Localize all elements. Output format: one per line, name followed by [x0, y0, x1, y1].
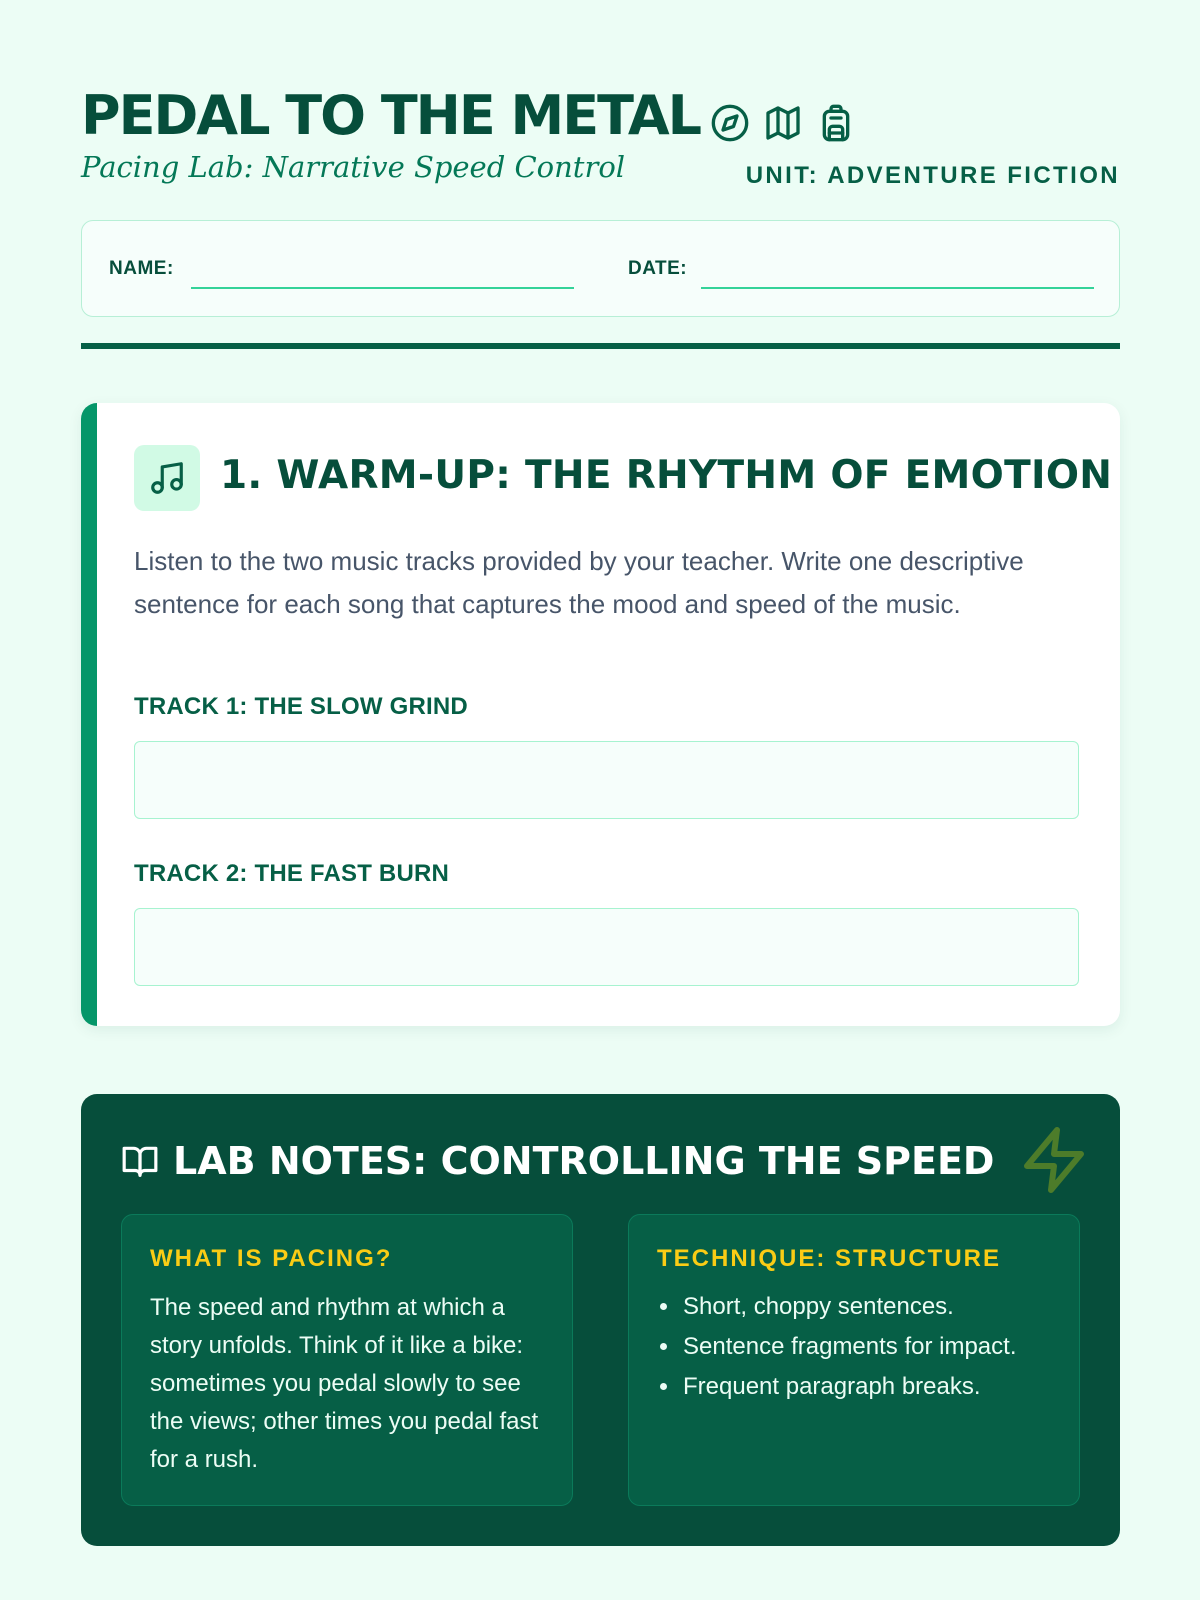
- date-label: DATE:: [628, 257, 688, 279]
- track1-label: TRACK 1: THE SLOW GRIND: [134, 693, 468, 720]
- date-field-group: [628, 221, 687, 316]
- header-divider: [81, 343, 1120, 349]
- name-label: NAME:: [109, 257, 174, 279]
- compass-icon: [710, 103, 750, 143]
- technique-title: TECHNIQUE: STRUCTURE: [657, 1245, 1001, 1272]
- worksheet-header: [81, 82, 1120, 192]
- list-item: • Short, choppy sentences.: [681, 1287, 1017, 1327]
- card-accent-bar: [81, 403, 97, 1026]
- lightning-bolt-icon: [1018, 1124, 1090, 1196]
- name-line[interactable]: [191, 287, 574, 289]
- track2-input[interactable]: [134, 908, 1079, 986]
- what-is-pacing-box: [121, 1214, 573, 1506]
- music-note-icon: [148, 459, 186, 497]
- lab-notes-title: LAB NOTES: CONTROLLING THE SPEED: [173, 1139, 995, 1183]
- warmup-title: 1. WARM-UP: THE RHYTHM OF EMOTION: [220, 453, 1113, 498]
- title-icons: [710, 103, 869, 143]
- backpack-icon: [816, 103, 856, 143]
- technique-box: [628, 1214, 1080, 1506]
- date-line[interactable]: [701, 287, 1094, 289]
- technique-list: [657, 1287, 1017, 1407]
- open-book-icon: [121, 1142, 159, 1180]
- warmup-icon-box: [134, 445, 200, 511]
- lab-notes-panel: [81, 1094, 1120, 1546]
- what-is-pacing-title: WHAT IS PACING?: [150, 1245, 393, 1272]
- list-item: • Frequent paragraph breaks.: [681, 1367, 1017, 1407]
- student-info-box: [81, 220, 1120, 317]
- list-item: • Sentence fragments for impact.: [681, 1327, 1017, 1367]
- warmup-card: [81, 403, 1120, 1026]
- name-field-group: [109, 221, 174, 316]
- page-subtitle: Pacing Lab: Narrative Speed Control: [81, 150, 626, 184]
- what-is-pacing-text: The speed and rhythm at which a story unfolds. Think of it like a bike: sometimes you pedal slowly to see the views; other times you pedal fast for a rush.: [150, 1294, 539, 1473]
- page-title: PEDAL TO THE METAL: [81, 84, 701, 147]
- track1-input[interactable]: [134, 741, 1079, 819]
- lab-notes-title-row: [121, 1136, 994, 1186]
- map-icon: [763, 103, 803, 143]
- unit-label: UNIT: ADVENTURE FICTION: [745, 162, 1120, 189]
- warmup-instructions: Listen to the two music tracks provided by your teacher. Write one descriptive sentence for each song that captures the mood and speed of the music.: [134, 546, 1024, 619]
- title-row: [81, 82, 869, 150]
- track2-label: TRACK 2: THE FAST BURN: [134, 860, 450, 887]
